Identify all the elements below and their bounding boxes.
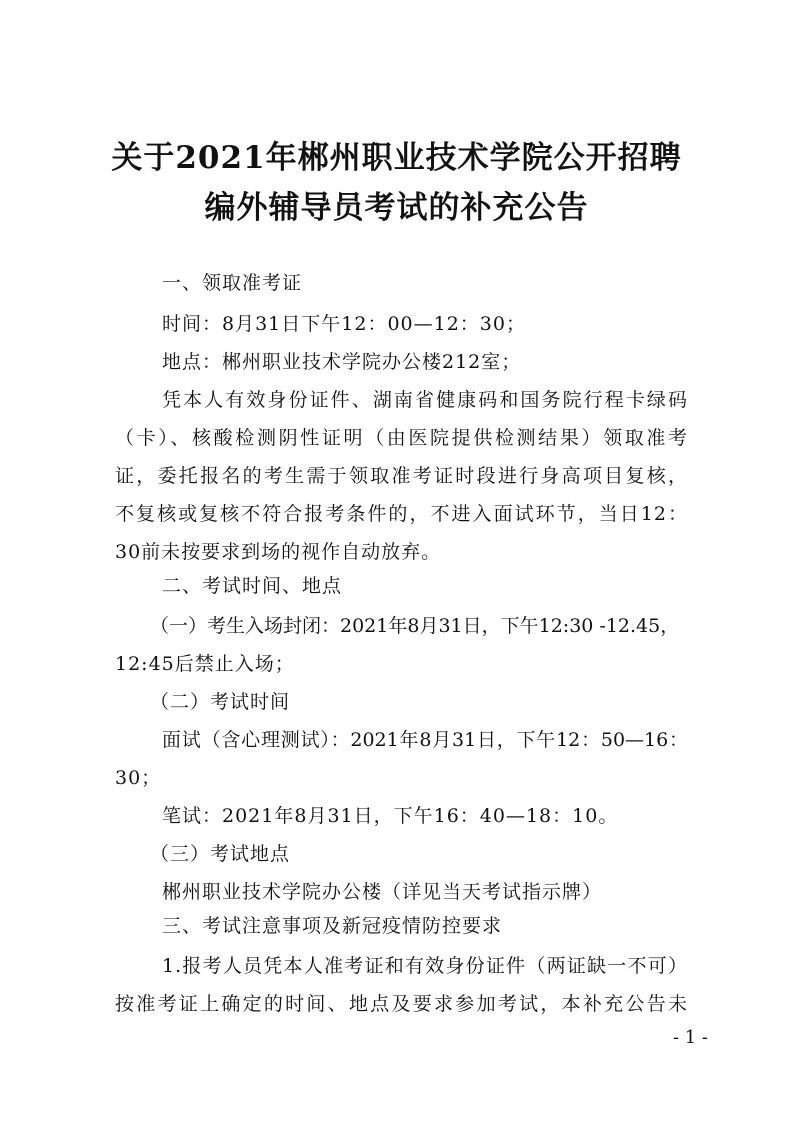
section-3-item-1-line-1: 1.报考人员凭本人准考证和有效身份证件（两证缺一不可） xyxy=(162,955,688,977)
section-1-paragraph-line: 证，委托报名的考生需于领取准考证时段进行身高项目复核， xyxy=(115,465,688,487)
page-number: - 1 - xyxy=(672,1027,708,1048)
section-1-paragraph-line: 凭本人有效身份证件、湖南省健康码和国务院行程卡绿码 xyxy=(162,389,688,411)
document-title-line-2: 编外辅导员考试的补充公告 xyxy=(204,190,589,226)
section-2-interview-line-1: 面试（含心理测试）：2021年8月31日，下午12：50—16： xyxy=(162,729,688,751)
document-title-line-1: 关于2021年郴州职业技术学院公开招聘 xyxy=(111,140,682,176)
section-2-exam-location-heading: （三）考试地点 xyxy=(150,843,291,865)
section-2-entry-line-1: （一）考生入场封闭：2021年8月31日，下午12:30 -12.45， xyxy=(150,615,680,637)
section-2-interview-line-2: 30； xyxy=(115,767,162,789)
section-2-exam-time-heading: （二）考试时间 xyxy=(150,691,291,713)
section-1-paragraph-line: 30前未按要求到场的视作自动放弃。 xyxy=(115,541,442,563)
section-2-entry-line-2: 12:45后禁止入场； xyxy=(115,653,295,675)
section-1-place: 地点：郴州职业技术学院办公楼212室； xyxy=(162,351,522,373)
section-2-written-exam: 笔试：2021年8月31日，下午16：40—18：10。 xyxy=(162,805,619,827)
section-1-heading: 一、领取准考证 xyxy=(162,272,303,294)
section-1-paragraph-line: 不复核或复核不符合报考条件的，不进入面试环节，当日12： xyxy=(115,503,688,525)
section-1-paragraph-line: （卡）、核酸检测阴性证明（由医院提供检测结果）领取准考 xyxy=(115,427,688,449)
section-3-heading: 三、考试注意事项及新冠疫情防控要求 xyxy=(162,915,503,937)
section-1-time: 时间：8月31日下午12：00—12：30； xyxy=(162,313,526,335)
section-3-item-1-line-2: 按准考证上确定的时间、地点及要求参加考试，本补充公告未 xyxy=(115,993,688,1015)
section-2-heading: 二、考试时间、地点 xyxy=(162,575,343,597)
section-2-location: 郴州职业技术学院办公楼（详见当天考试指示牌） xyxy=(162,881,603,903)
